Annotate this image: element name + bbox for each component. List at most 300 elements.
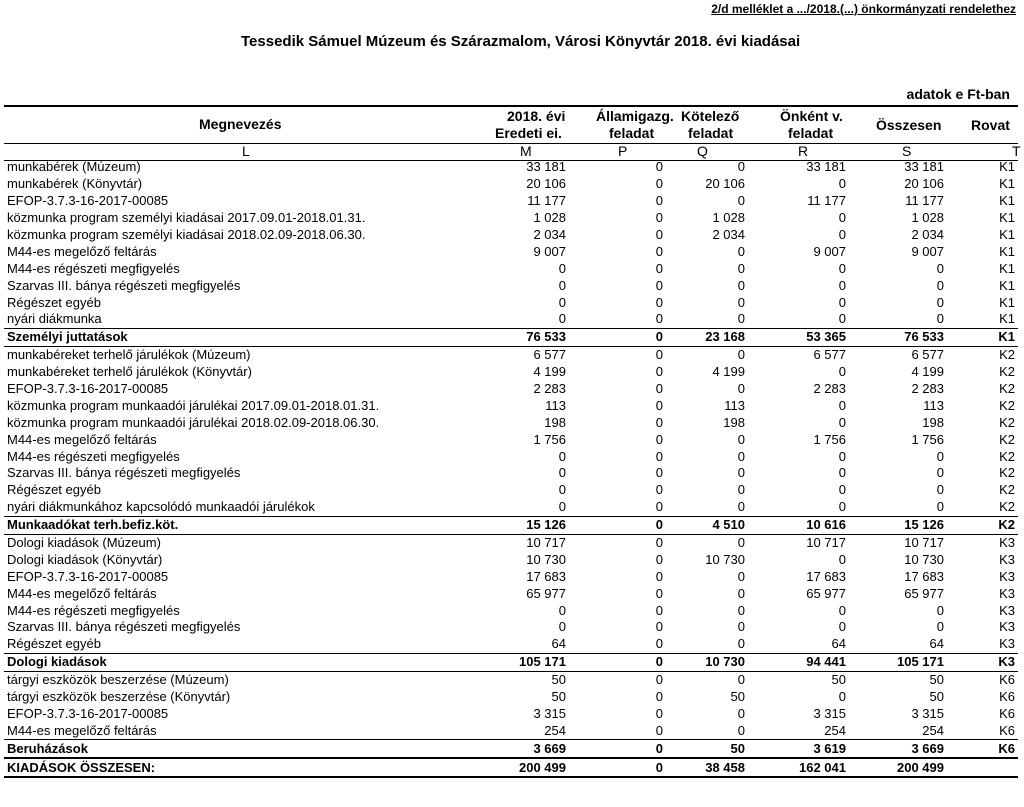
cell-rovat: K2 <box>999 364 1015 380</box>
cell-state-task: 0 <box>655 397 663 413</box>
cell-rovat: K3 <box>999 585 1015 601</box>
cell-original-budget: 64 <box>551 636 566 652</box>
header-q2: feladat <box>688 125 734 141</box>
cell-mandatory-task: 2 034 <box>712 227 745 242</box>
table-row <box>4 499 1018 516</box>
cell-total: 2 034 <box>911 227 944 242</box>
table-row <box>4 431 1018 448</box>
table-header <box>4 105 1018 144</box>
cell-voluntary-task: 0 <box>838 482 846 498</box>
cell-voluntary-task: 0 <box>838 397 846 413</box>
cell-state-task: 0 <box>655 482 663 498</box>
cell-total: 6 577 <box>911 347 944 363</box>
row-label: munkabérek (Könyvtár) <box>7 176 143 192</box>
cell-state-task: 0 <box>569 328 666 346</box>
cell-original-budget: 1 028 <box>533 210 566 226</box>
cell-voluntary-task: 0 <box>838 448 846 464</box>
cell-state-task: 0 <box>655 176 663 192</box>
cell-state-task: 0 <box>655 277 663 293</box>
row-label: M44-es régészeti megfigyelés <box>7 448 180 464</box>
cell-original-budget: 0 <box>558 277 566 293</box>
cell-original-budget: 0 <box>558 260 566 276</box>
table-row <box>4 397 1018 414</box>
table-row <box>4 465 1018 482</box>
table-row <box>4 381 1018 398</box>
cell-state-task: 0 <box>655 193 663 209</box>
cell-total: 9 007 <box>911 243 944 259</box>
row-label: M44-es megelőző feltárás <box>7 722 157 738</box>
header-name: Megnevezés <box>199 116 282 132</box>
cell-mandatory-task: 0 <box>737 499 745 515</box>
cell-mandatory-task: 0 <box>737 585 745 601</box>
row-label: EFOP-3.7.3-16-2017-00085 <box>7 705 169 721</box>
row-label: Személyi juttatások <box>4 328 487 346</box>
table-row <box>4 364 1018 381</box>
cell-state-task: 0 <box>655 260 663 276</box>
table-row <box>4 671 1018 688</box>
cell-rovat: K6 <box>999 705 1015 721</box>
row-label: M44-es megelőző feltárás <box>7 585 157 601</box>
cell-state-task: 0 <box>655 448 663 464</box>
table-row <box>4 227 1018 244</box>
cell-voluntary-task: 3 619 <box>748 740 849 758</box>
cell-mandatory-task: 50 <box>666 740 748 758</box>
cell-voluntary-task: 65 977 <box>806 585 846 601</box>
cell-voluntary-task: 17 683 <box>806 568 846 584</box>
cell-voluntary-task: 9 007 <box>813 243 846 259</box>
cell-state-task: 0 <box>655 347 663 363</box>
cell-voluntary-task: 1 756 <box>813 431 846 447</box>
cell-mandatory-task: 0 <box>737 705 745 721</box>
cell-voluntary-task: 0 <box>838 414 846 430</box>
cell-original-budget: 3 669 <box>487 740 569 758</box>
cell-state-task: 0 <box>655 243 663 259</box>
cell-total: 11 177 <box>905 193 944 209</box>
cell-rovat: K1 <box>999 210 1015 226</box>
cell-voluntary-task: 6 577 <box>813 347 846 363</box>
cell-original-budget: 0 <box>558 448 566 464</box>
table-row <box>4 551 1018 568</box>
letter-l: L <box>242 143 250 159</box>
row-label: M44-es régészeti megfigyelés <box>7 260 180 276</box>
row-label: EFOP-3.7.3-16-2017-00085 <box>7 568 169 584</box>
row-label: munkabéreket terhelő járulékok (Könyvtár) <box>7 364 252 380</box>
cell-voluntary-task: 0 <box>838 311 846 327</box>
cell-original-budget: 50 <box>551 689 566 705</box>
cell-mandatory-task: 0 <box>737 535 745 551</box>
cell-original-budget: 3 315 <box>533 705 566 721</box>
cell-original-budget: 113 <box>545 397 566 413</box>
row-label: tárgyi eszközök beszerzése (Könyvtár) <box>7 689 231 705</box>
row-label: közmunka program munkaadói járulékai 2018.02.09-2018.06.30. <box>7 414 380 430</box>
cell-state-task: 0 <box>655 364 663 380</box>
cell-rovat: K1 <box>999 260 1015 276</box>
cell-voluntary-task: 0 <box>838 465 846 481</box>
header-m1: 2018. évi <box>507 108 566 124</box>
row-label: Régészet egyéb <box>7 636 101 652</box>
cell-state-task: 0 <box>655 585 663 601</box>
cell-rovat: K3 <box>947 653 1018 671</box>
table-row <box>4 568 1018 585</box>
cell-original-budget: 10 730 <box>526 551 566 567</box>
row-label: közmunka program személyi kiadásai 2017.09.01-2018.01.31. <box>7 210 366 226</box>
table-row <box>4 176 1018 193</box>
cell-mandatory-task: 23 168 <box>666 328 748 346</box>
cell-total: 0 <box>936 277 944 293</box>
cell-state-task: 0 <box>569 740 666 758</box>
cell-total: 3 669 <box>849 740 947 758</box>
cell-total: 33 181 <box>904 159 944 175</box>
cell-rovat: K1 <box>999 193 1015 209</box>
subtotal-row <box>4 740 1018 758</box>
cell-voluntary-task: 10 616 <box>748 516 849 534</box>
cell-total: 1 756 <box>911 431 944 447</box>
cell-rovat: K1 <box>999 311 1015 327</box>
cell-total: 0 <box>936 619 944 635</box>
cell-rovat: K3 <box>999 602 1015 618</box>
cell-original-budget: 17 683 <box>526 568 566 584</box>
cell-original-budget: 254 <box>544 722 566 738</box>
table-row <box>4 159 1018 176</box>
cell-original-budget: 1 756 <box>533 431 566 447</box>
cell-state-task: 0 <box>655 227 663 242</box>
cell-original-budget: 10 717 <box>526 535 566 551</box>
table-row <box>4 722 1018 739</box>
cell-mandatory-task: 0 <box>737 482 745 498</box>
header-q1: Kötelező <box>681 108 740 124</box>
cell-voluntary-task: 254 <box>824 722 846 738</box>
cell-state-task: 0 <box>655 705 663 721</box>
table-row <box>4 294 1018 311</box>
cell-state-task: 0 <box>655 672 663 688</box>
cell-voluntary-task: 162 041 <box>748 758 849 777</box>
cell-state-task: 0 <box>655 602 663 618</box>
cell-voluntary-task: 0 <box>838 499 846 515</box>
cell-total: 105 171 <box>849 653 947 671</box>
cell-state-task: 0 <box>655 568 663 584</box>
cell-state-task: 0 <box>655 381 663 397</box>
row-label: Régészet egyéb <box>7 294 101 310</box>
cell-original-budget: 0 <box>558 482 566 498</box>
cell-total: 17 683 <box>904 568 944 584</box>
cell-original-budget: 0 <box>558 499 566 515</box>
cell-rovat: K1 <box>999 159 1015 175</box>
header-t: Rovat <box>971 117 1010 133</box>
cell-rovat: K6 <box>999 722 1015 738</box>
row-label: Régészet egyéb <box>7 482 101 498</box>
row-label: KIADÁSOK ÖSSZESEN: <box>4 758 487 777</box>
table-row <box>4 619 1018 636</box>
cell-original-budget: 0 <box>558 294 566 310</box>
cell-rovat: K2 <box>947 516 1018 534</box>
cell-total: 76 533 <box>849 328 947 346</box>
cell-rovat: K3 <box>999 636 1015 652</box>
letter-r: R <box>798 143 809 159</box>
cell-mandatory-task: 4 510 <box>666 516 748 534</box>
cell-voluntary-task: 0 <box>838 227 846 242</box>
cell-rovat: K3 <box>999 535 1015 551</box>
table-row <box>4 210 1018 227</box>
cell-state-task: 0 <box>569 758 666 777</box>
cell-total: 254 <box>922 722 944 738</box>
cell-total: 50 <box>929 689 944 705</box>
row-label: munkabéreket terhelő járulékok (Múzeum) <box>7 347 251 363</box>
cell-mandatory-task: 0 <box>737 159 745 175</box>
cell-original-budget: 9 007 <box>533 243 566 259</box>
cell-state-task: 0 <box>655 210 663 226</box>
row-label: közmunka program személyi kiadásai 2018.02.09-2018.06.30. <box>7 227 366 242</box>
cell-voluntary-task: 0 <box>838 602 846 618</box>
letter-q: Q <box>697 143 708 159</box>
letter-p: P <box>618 143 628 159</box>
cell-total: 198 <box>922 414 944 430</box>
cell-mandatory-task: 0 <box>737 602 745 618</box>
cell-mandatory-task: 1 028 <box>712 210 745 226</box>
cell-rovat: K3 <box>999 568 1015 584</box>
table-row <box>4 534 1018 551</box>
cell-state-task: 0 <box>655 159 663 175</box>
cell-rovat: K6 <box>947 740 1018 758</box>
cell-mandatory-task: 0 <box>737 243 745 259</box>
row-label: M44-es megelőző feltárás <box>7 243 157 259</box>
cell-voluntary-task: 3 315 <box>813 705 846 721</box>
cell-rovat: K1 <box>999 277 1015 293</box>
cell-mandatory-task: 0 <box>737 722 745 738</box>
cell-state-task: 0 <box>655 636 663 652</box>
cell-original-budget: 2 283 <box>533 381 566 397</box>
cell-original-budget: 15 126 <box>487 516 569 534</box>
cell-total: 113 <box>923 397 944 413</box>
letter-t: T <box>1012 143 1021 159</box>
cell-original-budget: 2 034 <box>533 227 566 242</box>
subtotal-row <box>4 328 1018 346</box>
cell-mandatory-task: 113 <box>724 397 745 413</box>
cell-total: 0 <box>936 499 944 515</box>
cell-mandatory-task: 0 <box>737 636 745 652</box>
header-m2: Eredeti ei. <box>495 125 562 141</box>
cell-mandatory-task: 50 <box>730 689 745 705</box>
cell-state-task: 0 <box>655 499 663 515</box>
row-label: Dologi kiadások (Múzeum) <box>7 535 161 551</box>
row-label: tárgyi eszközök beszerzése (Múzeum) <box>7 672 229 688</box>
letter-s: S <box>902 143 912 159</box>
cell-voluntary-task: 94 441 <box>748 653 849 671</box>
reference-note: 2/d melléklet a .../2018.(...) önkormányzati rendelethez <box>711 2 1016 16</box>
cell-voluntary-task: 0 <box>838 551 846 567</box>
cell-voluntary-task: 64 <box>831 636 846 652</box>
cell-mandatory-task: 10 730 <box>705 551 745 567</box>
header-r1: Önként v. <box>780 108 843 124</box>
row-label: közmunka program munkaadói járulékai 2017.09.01-2018.01.31. <box>7 397 380 413</box>
cell-rovat: K1 <box>999 176 1015 192</box>
cell-original-budget: 105 171 <box>487 653 569 671</box>
cell-total: 0 <box>936 448 944 464</box>
cell-rovat: K2 <box>999 347 1015 363</box>
cell-total: 65 977 <box>904 585 944 601</box>
cell-mandatory-task: 0 <box>737 311 745 327</box>
row-label: Szarvas III. bánya régészeti megfigyelés <box>7 465 241 481</box>
table-row <box>4 193 1018 210</box>
cell-mandatory-task: 0 <box>737 672 745 688</box>
cell-mandatory-task: 0 <box>737 260 745 276</box>
cell-total: 50 <box>929 672 944 688</box>
table-row <box>4 636 1018 653</box>
cell-mandatory-task: 0 <box>737 347 745 363</box>
cell-voluntary-task: 0 <box>838 277 846 293</box>
cell-original-budget: 0 <box>558 602 566 618</box>
row-label: Szarvas III. bánya régészeti megfigyelés <box>7 619 241 635</box>
cell-total: 1 028 <box>911 210 944 226</box>
cell-rovat: K3 <box>999 551 1015 567</box>
row-label: EFOP-3.7.3-16-2017-00085 <box>7 193 169 209</box>
cell-total: 20 106 <box>904 176 944 192</box>
cell-original-budget: 11 177 <box>527 193 566 209</box>
cell-rovat: K2 <box>999 482 1015 498</box>
subtotal-row <box>4 516 1018 534</box>
cell-mandatory-task: 0 <box>737 277 745 293</box>
cell-total: 0 <box>936 465 944 481</box>
cell-voluntary-task: 0 <box>838 619 846 635</box>
header-p2: feladat <box>609 125 655 141</box>
cell-total: 64 <box>929 636 944 652</box>
cell-voluntary-task: 11 177 <box>807 193 846 209</box>
cell-state-task: 0 <box>655 414 663 430</box>
table-row <box>4 706 1018 723</box>
cell-original-budget: 200 499 <box>487 758 569 777</box>
cell-mandatory-task: 0 <box>737 294 745 310</box>
header-r2: feladat <box>788 125 834 141</box>
row-label: Munkaadókat terh.befiz.köt. <box>4 516 487 534</box>
row-label: munkabérek (Múzeum) <box>7 159 141 175</box>
cell-total: 15 126 <box>849 516 947 534</box>
table-row <box>4 260 1018 277</box>
row-label: M44-es régészeti megfigyelés <box>7 602 180 618</box>
cell-mandatory-task: 20 106 <box>705 176 745 192</box>
table-row <box>4 346 1018 363</box>
header-s: Összesen <box>876 117 942 133</box>
table-row <box>4 482 1018 499</box>
cell-state-task: 0 <box>655 551 663 567</box>
cell-mandatory-task: 0 <box>737 465 745 481</box>
cell-rovat: K1 <box>999 243 1015 259</box>
table-row <box>4 243 1018 260</box>
cell-rovat: K2 <box>999 499 1015 515</box>
cell-rovat: K2 <box>999 397 1015 413</box>
cell-rovat: K2 <box>999 465 1015 481</box>
cell-rovat: K6 <box>999 672 1015 688</box>
cell-total: 200 499 <box>849 758 947 777</box>
cell-voluntary-task: 0 <box>838 176 846 192</box>
cell-voluntary-task: 10 717 <box>806 535 846 551</box>
cell-original-budget: 76 533 <box>487 328 569 346</box>
letter-m: M <box>520 143 532 159</box>
cell-state-task: 0 <box>655 722 663 738</box>
cell-state-task: 0 <box>569 516 666 534</box>
cell-original-budget: 50 <box>551 672 566 688</box>
cell-voluntary-task: 0 <box>838 260 846 276</box>
cell-total: 10 717 <box>904 535 944 551</box>
cell-voluntary-task: 0 <box>838 364 846 380</box>
cell-voluntary-task: 53 365 <box>748 328 849 346</box>
cell-rovat <box>947 758 1018 777</box>
cell-total: 0 <box>936 294 944 310</box>
cell-mandatory-task: 0 <box>737 619 745 635</box>
cell-state-task: 0 <box>655 619 663 635</box>
expense-table <box>4 159 1018 778</box>
cell-original-budget: 33 181 <box>526 159 566 175</box>
cell-mandatory-task: 10 730 <box>666 653 748 671</box>
row-label: nyári diákmunkához kapcsolódó munkaadói járulékok <box>7 499 315 515</box>
cell-rovat: K1 <box>999 227 1015 242</box>
table-row <box>4 602 1018 619</box>
document-title: Tessedik Sámuel Múzeum és Szárazmalom, Városi Könyvtár 2018. évi kiadásai <box>241 33 801 50</box>
cell-total: 0 <box>936 260 944 276</box>
cell-total: 3 315 <box>911 705 944 721</box>
table-row <box>4 689 1018 706</box>
cell-mandatory-task: 4 199 <box>712 364 745 380</box>
cell-rovat: K3 <box>999 619 1015 635</box>
cell-rovat: K2 <box>999 448 1015 464</box>
cell-voluntary-task: 50 <box>831 672 846 688</box>
cell-original-budget: 0 <box>558 619 566 635</box>
cell-original-budget: 6 577 <box>533 347 566 363</box>
cell-original-budget: 4 199 <box>533 364 566 380</box>
cell-mandatory-task: 198 <box>723 414 745 430</box>
header-p1: Államigazg. <box>596 108 674 124</box>
cell-mandatory-task: 0 <box>737 431 745 447</box>
cell-total: 0 <box>936 482 944 498</box>
cell-original-budget: 0 <box>558 465 566 481</box>
cell-state-task: 0 <box>569 653 666 671</box>
cell-total: 0 <box>936 311 944 327</box>
cell-total: 10 730 <box>904 551 944 567</box>
row-label: Dologi kiadások (Könyvtár) <box>7 551 163 567</box>
table-row <box>4 311 1018 328</box>
subtotal-row <box>4 653 1018 671</box>
cell-total: 4 199 <box>911 364 944 380</box>
row-label: Beruházások <box>4 740 487 758</box>
cell-original-budget: 20 106 <box>526 176 566 192</box>
cell-rovat: K2 <box>999 431 1015 447</box>
cell-mandatory-task: 38 458 <box>666 758 748 777</box>
table-row <box>4 448 1018 465</box>
cell-voluntary-task: 2 283 <box>813 381 846 397</box>
cell-state-task: 0 <box>655 311 663 327</box>
cell-mandatory-task: 0 <box>737 448 745 464</box>
cell-state-task: 0 <box>655 294 663 310</box>
cell-original-budget: 65 977 <box>526 585 566 601</box>
cell-original-budget: 198 <box>544 414 566 430</box>
cell-rovat: K2 <box>999 414 1015 430</box>
row-label: nyári diákmunka <box>7 311 102 327</box>
cell-mandatory-task: 0 <box>737 381 745 397</box>
cell-state-task: 0 <box>655 535 663 551</box>
cell-total: 2 283 <box>911 381 944 397</box>
row-label: M44-es megelőző feltárás <box>7 431 157 447</box>
cell-original-budget: 0 <box>558 311 566 327</box>
row-label: Dologi kiadások <box>4 653 487 671</box>
cell-total: 0 <box>936 602 944 618</box>
table-row <box>4 414 1018 431</box>
cell-rovat: K1 <box>999 294 1015 310</box>
table-row <box>4 585 1018 602</box>
row-label: Szarvas III. bánya régészeti megfigyelés <box>7 277 241 293</box>
units-note: adatok e Ft-ban <box>906 86 1010 102</box>
cell-rovat: K1 <box>947 328 1018 346</box>
cell-voluntary-task: 33 181 <box>806 159 846 175</box>
cell-state-task: 0 <box>655 431 663 447</box>
cell-state-task: 0 <box>655 689 663 705</box>
